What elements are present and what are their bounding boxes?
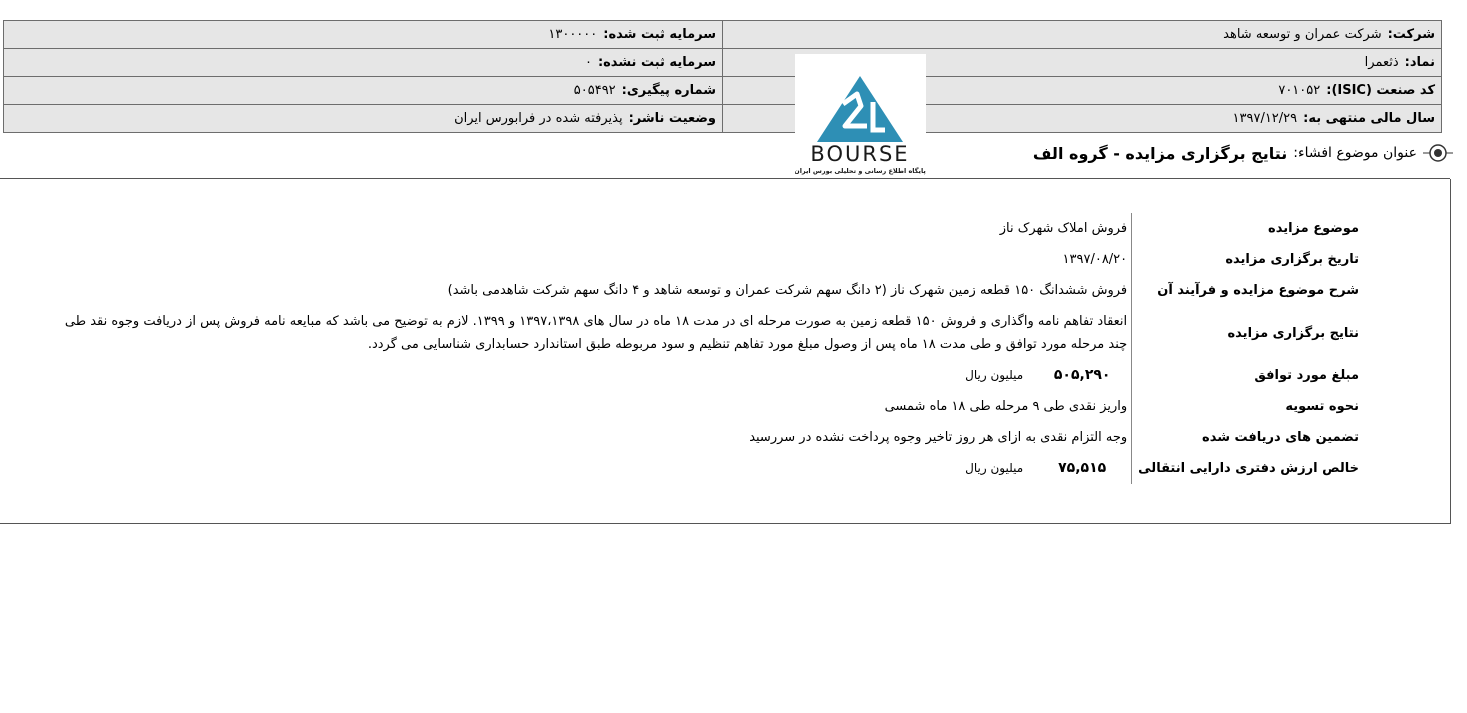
logo-wordmark: BOURSE <box>810 142 910 166</box>
result-value <box>61 306 1132 360</box>
bourse-logo-graphic <box>795 54 926 178</box>
company-value: شرکت عمران و توسعه شاهد <box>1223 27 1382 42</box>
isic-value: ۷۰۱۰۵۲ <box>1278 83 1321 98</box>
fiscal-label: سال مالی منتهی به: <box>1303 111 1435 126</box>
isic-label: کد صنعت (ISIC): <box>1326 83 1435 98</box>
capital-cell <box>4 21 723 49</box>
net-value-unit: میلیون ریال <box>965 461 1024 475</box>
detail-row-description <box>61 275 1363 306</box>
net-value-cell <box>61 453 1132 484</box>
header-row-2 <box>4 49 1442 77</box>
date-label: تاریخ برگزاری مزایده <box>1132 244 1363 275</box>
date-value <box>61 244 1132 275</box>
symbol-value: ذثعمرا <box>1364 55 1399 70</box>
tracking-cell <box>4 77 723 105</box>
status-value: پذیرفته شده در فرابورس ایران <box>454 111 623 126</box>
amount-value: ۵۰۵,۲۹۰ <box>1053 367 1111 383</box>
guarantee-label: تضمین های دریافت شده <box>1132 422 1363 453</box>
result-line-2: چند مرحله مورد توافق و طی مدت ۱۸ ماه پس از وصول مبلغ مورد تفاهم تنظیم و سود مربوطه طبق استاندارد حسابداری شناسایی می گردد. <box>367 337 1128 352</box>
logo-caption: پایگاه اطلاع رسانی و تحلیلی بورس ایران <box>795 167 926 175</box>
settlement-label: نحوه تسویه <box>1132 391 1363 422</box>
bourse-logo <box>795 54 926 178</box>
capital-label: سرمایه ثبت شده: <box>603 27 716 42</box>
amount-value-cell <box>61 360 1132 391</box>
unregistered-label: سرمایه ثبت نشده: <box>597 55 716 70</box>
detail-row-net-value <box>61 453 1363 484</box>
net-value-label: خالص ارزش دفتری دارایی انتقالی <box>1132 453 1363 484</box>
status-label: وضعیت ناشر: <box>628 111 716 126</box>
result-label: نتایج برگزاری مزایده <box>1132 306 1363 360</box>
company-cell <box>723 21 1442 49</box>
unregistered-cell <box>4 49 723 77</box>
detail-row-guarantee <box>61 422 1363 453</box>
result-line-1: انعقاد تفاهم نامه واگذاری و فروش ۱۵۰ قطعه زمین به صورت مرحله ای در مدت ۱۸ ماه در سال های ۱۳۹۷،۱۳۹۸ و ۱۳۹۹. لازم به توضیح می باشد که مبایعه نامه فروش پس از دریافت وجوه نقد طی <box>64 314 1128 329</box>
detail-row-settlement <box>61 391 1363 422</box>
disclosure-title <box>1033 143 1453 163</box>
fiscal-value: ۱۳۹۷/۱۲/۲۹ <box>1232 111 1298 126</box>
date-text: ۱۳۹۷/۰۸/۲۰ <box>1062 252 1128 267</box>
guarantee-value: وجه التزام نقدی به ازای هر روز تاخیر وجوه پرداخت نشده در سررسید <box>749 430 1128 445</box>
amount-unit: میلیون ریال <box>965 368 1024 382</box>
status-cell <box>4 105 723 133</box>
tracking-value: ۵۰۵۴۹۲ <box>573 83 616 98</box>
detail-row-date <box>61 244 1363 275</box>
disclosure-title-value: نتایج برگزاری مزایده - گروه الف <box>1032 143 1288 163</box>
net-value: ۷۵,۵۱۵ <box>1058 460 1107 476</box>
amount-label: مبلغ مورد توافق <box>1132 360 1363 391</box>
header-row-4 <box>4 105 1442 133</box>
header-row-3 <box>4 77 1442 105</box>
disclosure-title-label: عنوان موضوع افشاء: <box>1293 145 1417 161</box>
capital-value: ۱۳۰۰۰۰۰ <box>548 27 598 42</box>
target-bullet-icon <box>1423 143 1453 163</box>
detail-row-result <box>61 306 1363 360</box>
description-label: شرح موضوع مزایده و فرآیند آن <box>1132 275 1363 306</box>
subject-value: فروش املاک شهرک ناز <box>999 221 1128 236</box>
symbol-label: نماد: <box>1404 55 1435 70</box>
tracking-label: شماره پیگیری: <box>621 83 716 98</box>
header-row-1 <box>4 21 1442 49</box>
detail-row-subject <box>61 213 1363 244</box>
subject-label: موضوع مزایده <box>1132 213 1363 244</box>
unregistered-value: ۰ <box>584 55 592 70</box>
detail-row-amount <box>61 360 1363 391</box>
settlement-value: واریز نقدی طی ۹ مرحله طی ۱۸ ماه شمسی <box>884 399 1128 414</box>
description-value: فروش ششدانگ ۱۵۰ قطعه زمین شهرک ناز (۲ دانگ سهم شرکت عمران و توسعه شاهد و ۴ دانگ سهم شرکت شاهدمی باشد) <box>447 283 1128 298</box>
auction-details <box>61 213 1363 484</box>
company-label: شرکت: <box>1387 27 1435 42</box>
company-info-table <box>3 20 1442 133</box>
